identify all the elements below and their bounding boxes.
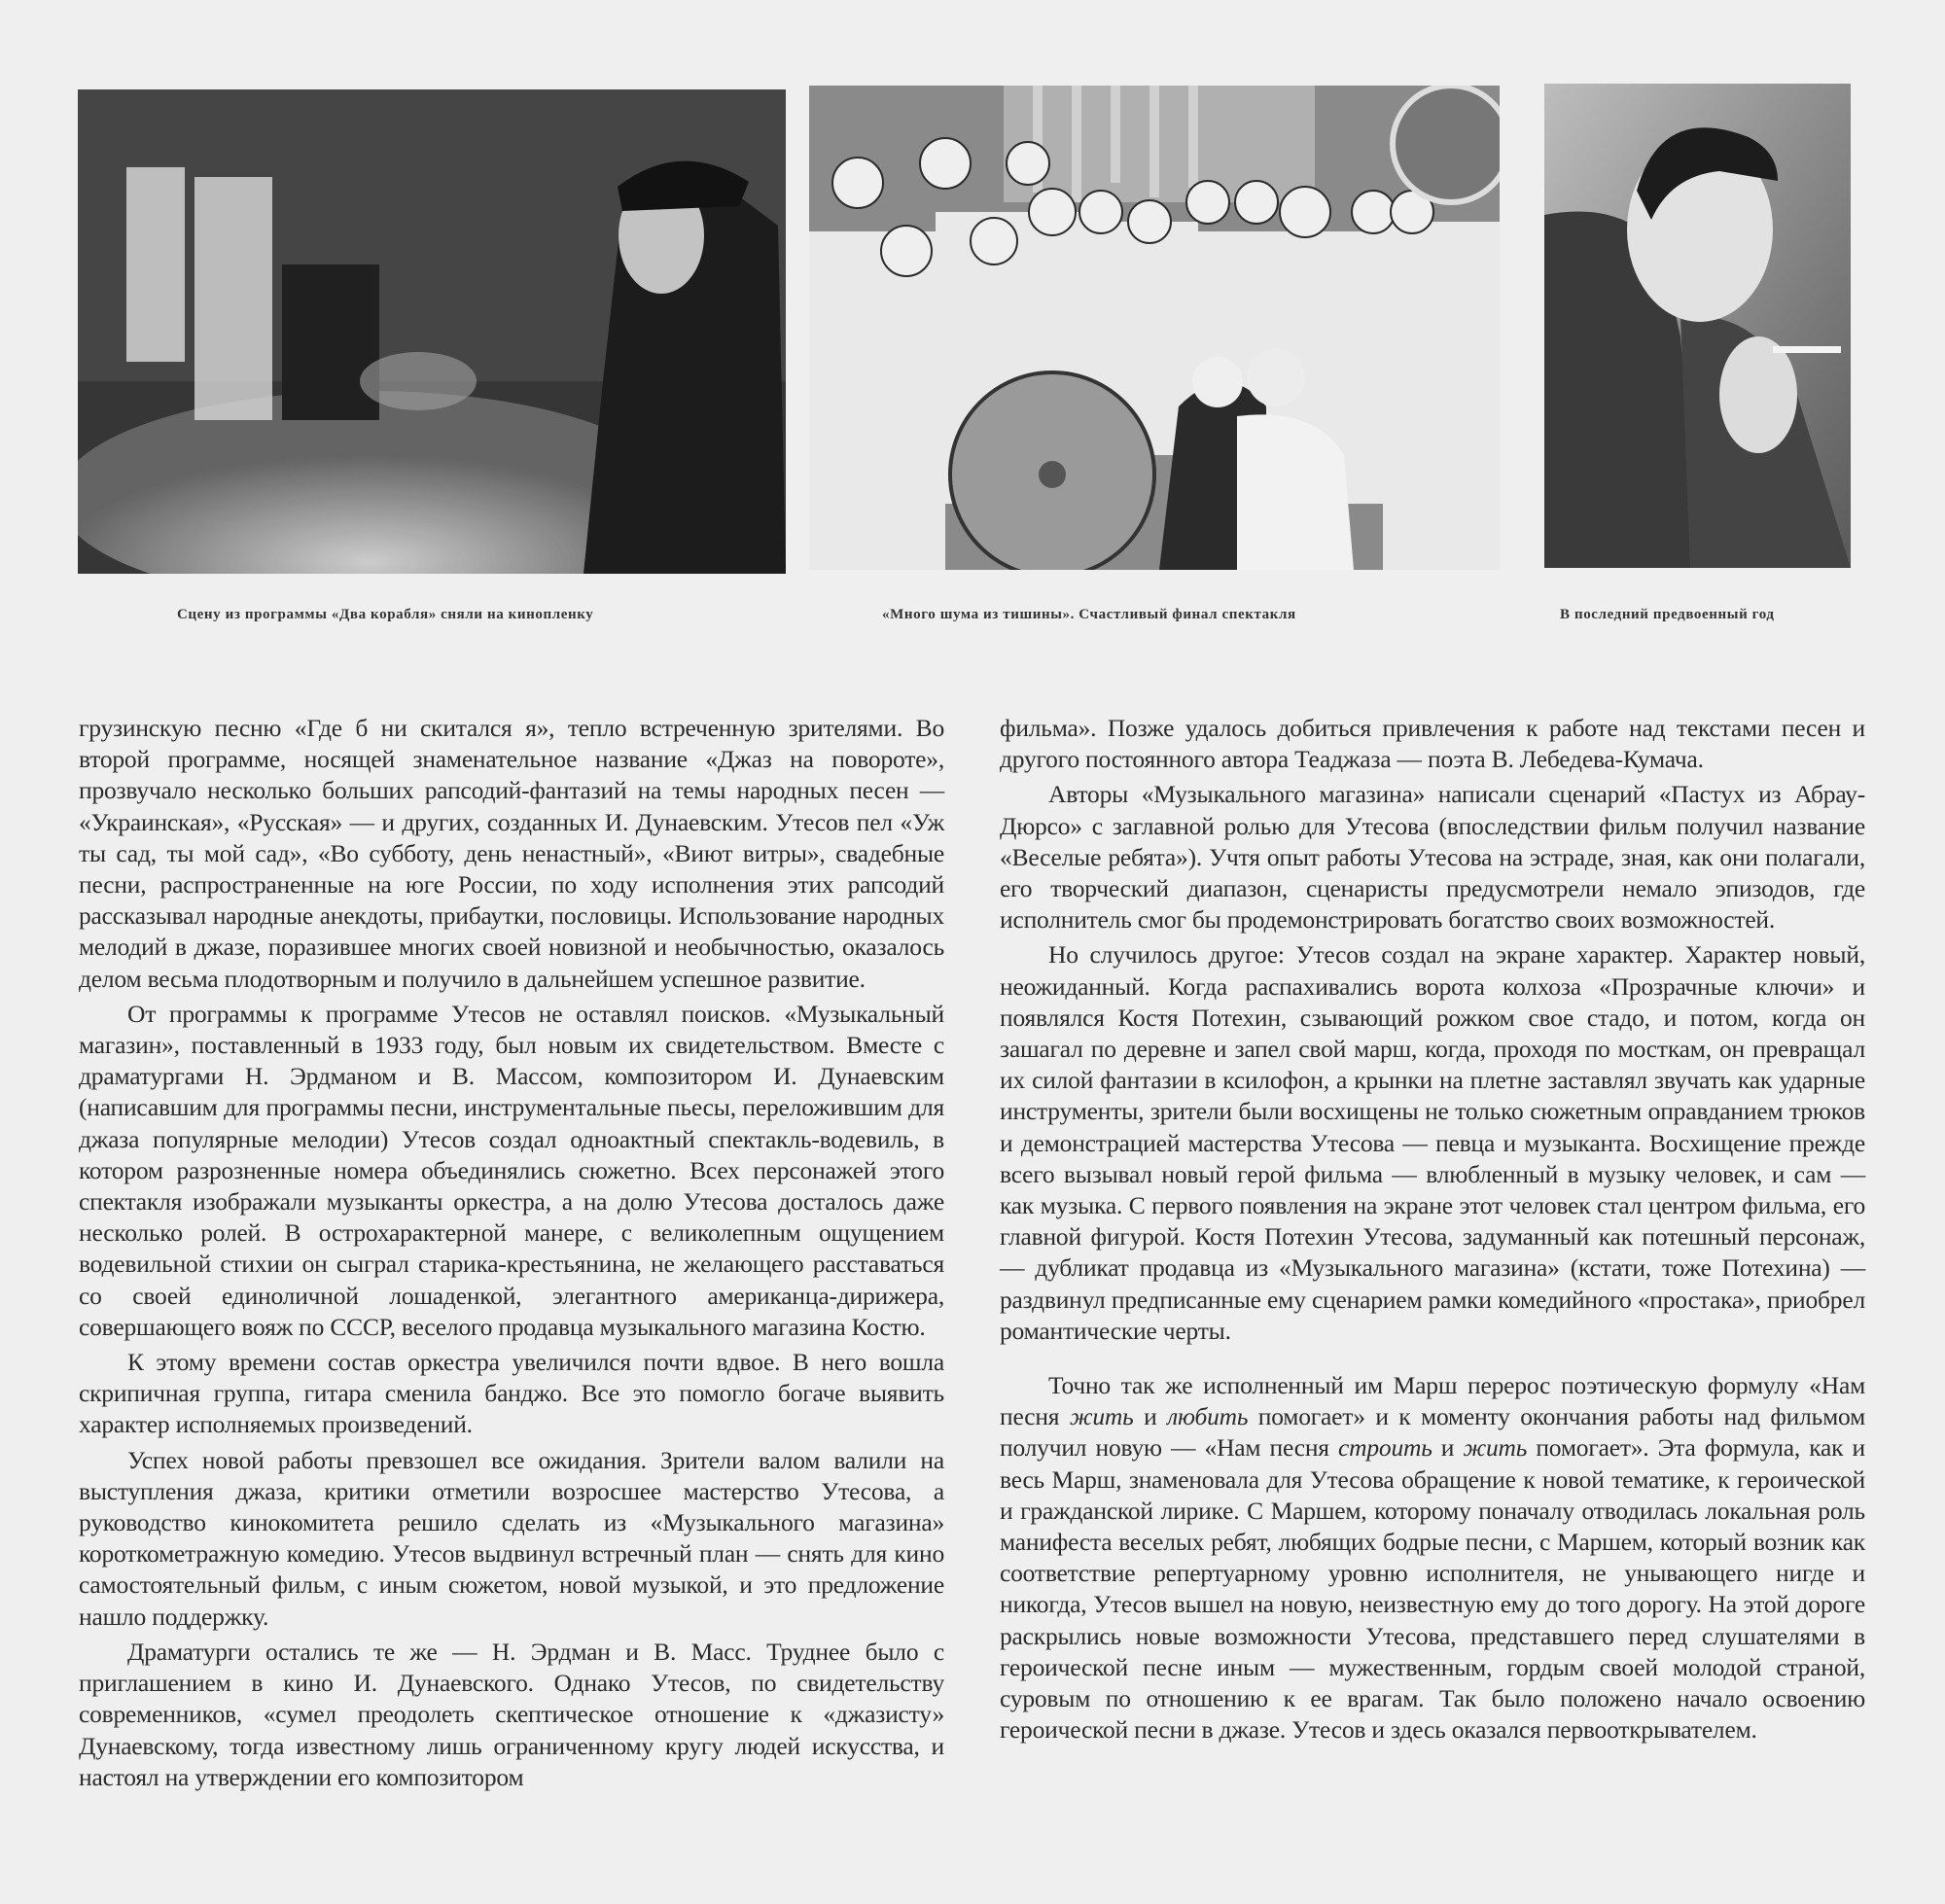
photo-caption: В последний предвоенный год <box>1560 607 1775 622</box>
photo-caption: Сцену из программы «Два корабля» сняли на кинопленку <box>177 607 594 622</box>
italic-word: жить <box>1069 1402 1134 1431</box>
text-column-right <box>1000 713 1865 1750</box>
text-run: помогает». Эта формула, как и весь Марш, знаменовала для Утесова обращение к новой тематике, к героической и гражданской лирике. С Маршем, которому поначалу отводилась локальная роль манифеста веселых ребят, любящих бодрые песни, с Маршем, который возник как соответствие репертуарному уровню исполнителя, не унывающего нигде и никогда, Утесов вышел на новую, неизвестную ему до того дорогу. На этой дороге раскрылись новые возможности Утесова, представшего перед слушателями в героической песне иным — мужественным, гордым своей молодой страной, суровым по отношению к ее врагам. Так было положено начало освоению героической песни в джазе. Утесов и здесь оказался первооткрывателем. <box>1000 1433 1865 1745</box>
text-column-left <box>79 713 944 1797</box>
paragraph: К этому времени состав оркестра увеличился почти вдвое. В него вошла скрипичная группа, гитара сменила банджо. Все это помогло богаче выявить характер исполняемых произведений. <box>79 1348 944 1439</box>
paragraph: фильма». Позже удалось добиться привлечения к работе над текстами песен и другого постоянного автора Теаджаза — поэта В. Лебедева-Кумача. <box>1000 714 1865 774</box>
photo-orchestra-finale-image <box>809 86 1500 570</box>
text-run: Точно так же исполненный им Марш перерос поэтическую формулу «Нам песня <box>1000 1371 1865 1431</box>
photo-portrait <box>1544 84 1851 568</box>
photo-portrait-image <box>1544 84 1851 568</box>
paragraph: Успех новой работы превзошел все ожидания. Зрители валом валили на выступления джаза, критики отметили возросшее мастерство Утесова, а руководство кинокомитета решило сделать из «Музыкального магазина» короткометражную комедию. Утесов выдвинул встречный план — снять для кино самостоятельный фильм, с иным сюжетом, новой музыкой, и это предложение нашло поддержку. <box>79 1445 944 1631</box>
paragraph-march <box>1000 1370 1865 1745</box>
text-run: и <box>1432 1433 1464 1463</box>
photo-stage-scene <box>78 89 786 574</box>
photo-stage-scene-image <box>78 89 786 574</box>
paragraph: От программы к программе Утесов не оставлял поисков. «Музыкальный магазин», поставленный в 1933 году, был новым их свидетельством. Вместе с драматургами Н. Эрдманом и В. Массом, композитором И. Дунаевским (написавшим для программы песни, инструментальные пьесы, переложившим для джаза популярные мелодии) Утесов создал одноактный спектакль-водевиль, в котором разрозненные номера объединялись сюжетно. Всех персонажей этого спектакля изображали музыканты оркестра, а на долю Утесова досталось даже несколько ролей. В острохарактерной манере, с великолепным ощущением водевильной стихии он сыграл старика-крестьянина, не желающего расставаться со своей единоличной лошаденкой, элегантного американца-дирижера, совершающего вояж по СССР, веселого продавца музыкального магазина Костю. <box>79 999 944 1341</box>
italic-word: строить <box>1338 1433 1432 1463</box>
photo-caption: «Много шума из тишины». Счастливый финал спектакля <box>882 607 1296 622</box>
paragraph: Драматурги остались те же — Н. Эрдман и В. Масс. Труднее было с приглашением в кино И. Дунаевского. Однако Утесов, по свидетельству современников, «сумел преодолеть скептическое отношение к «джазисту» Дунаевскому, тогда известному лишь ограниченному кругу людей искусства, и настоял на утверждении его композитором <box>79 1637 944 1791</box>
text-run: и <box>1133 1402 1168 1431</box>
paragraph: Авторы «Музыкального магазина» написали сценарий «Пастух из Абрау-Дюрсо» с заглавной ролью для Утесова (впоследствии фильм получил название «Веселые ребята»). Учтя опыт работы Утесова на эстраде, зная, как они полагали, его творческий диапазон, сценаристы предусмотрели немало эпизодов, где исполнитель смог бы продемонстрировать богатство своих возможностей. <box>1000 780 1865 934</box>
photo-orchestra-finale <box>809 86 1500 570</box>
text-run: помогает» и к моменту окончания работы над фильмом получил новую — «Нам песня <box>1000 1402 1866 1463</box>
italic-word: любить <box>1167 1402 1249 1431</box>
italic-word: жить <box>1463 1433 1528 1463</box>
paragraph: Но случилось другое: Утесов создал на экране характер. Характер новый, неожиданный. Когда распахивались ворота колхоза «Прозрачные ключи» и появлялся Костя Потехин, сзывающий рожком свое стадо, и потом, когда он зашагал по деревне и запел свой марш, когда, проходя по мосткам, он превращал их силой фантазии в ксилофон, а крынки на плетне заставлял звучать как ударные инструменты, зрители были восхищены не только сюжетным оправданием трюков и демонстрацией мастерства Утесова — певца и музыканта. Восхищение прежде всего вызывал новый герой фильма — влюбленный в музыку человек, и сам — как музыка. С первого появления на экране этот человек стал центром фильма, его главной фигурой. Костя Потехин Утесова, задуманный как потешный персонаж, — дубликат продавца из «Музыкального магазина» (кстати, тоже Потехина) — раздвинул предписанные ему сценарием рамки комедийного «простака», приобрел романтические черты. <box>1000 940 1865 1345</box>
paragraph: грузинскую песню «Где б ни скитался я», тепло встреченную зрителями. Во второй программе, носящей знаменательное название «Джаз на повороте», прозвучало несколько больших рапсодий-фантазий на темы народных песен — «Украинская», «Русская» — и других, созданных И. Дунаевским. Утесов пел «Уж ты сад, ты мой сад», «Во субботу, день ненастный», «Виют витры», свадебные песни, распространенные на юге России, по ходу исполнения этих рапсодий рассказывал народные анекдоты, прибаутки, пословицы. Использование народных мелодий в джазе, поразившее многих своей новизной и необычностью, оказалось делом весьма плодотворным и получило в дальнейшем успешное развитие. <box>79 714 944 993</box>
